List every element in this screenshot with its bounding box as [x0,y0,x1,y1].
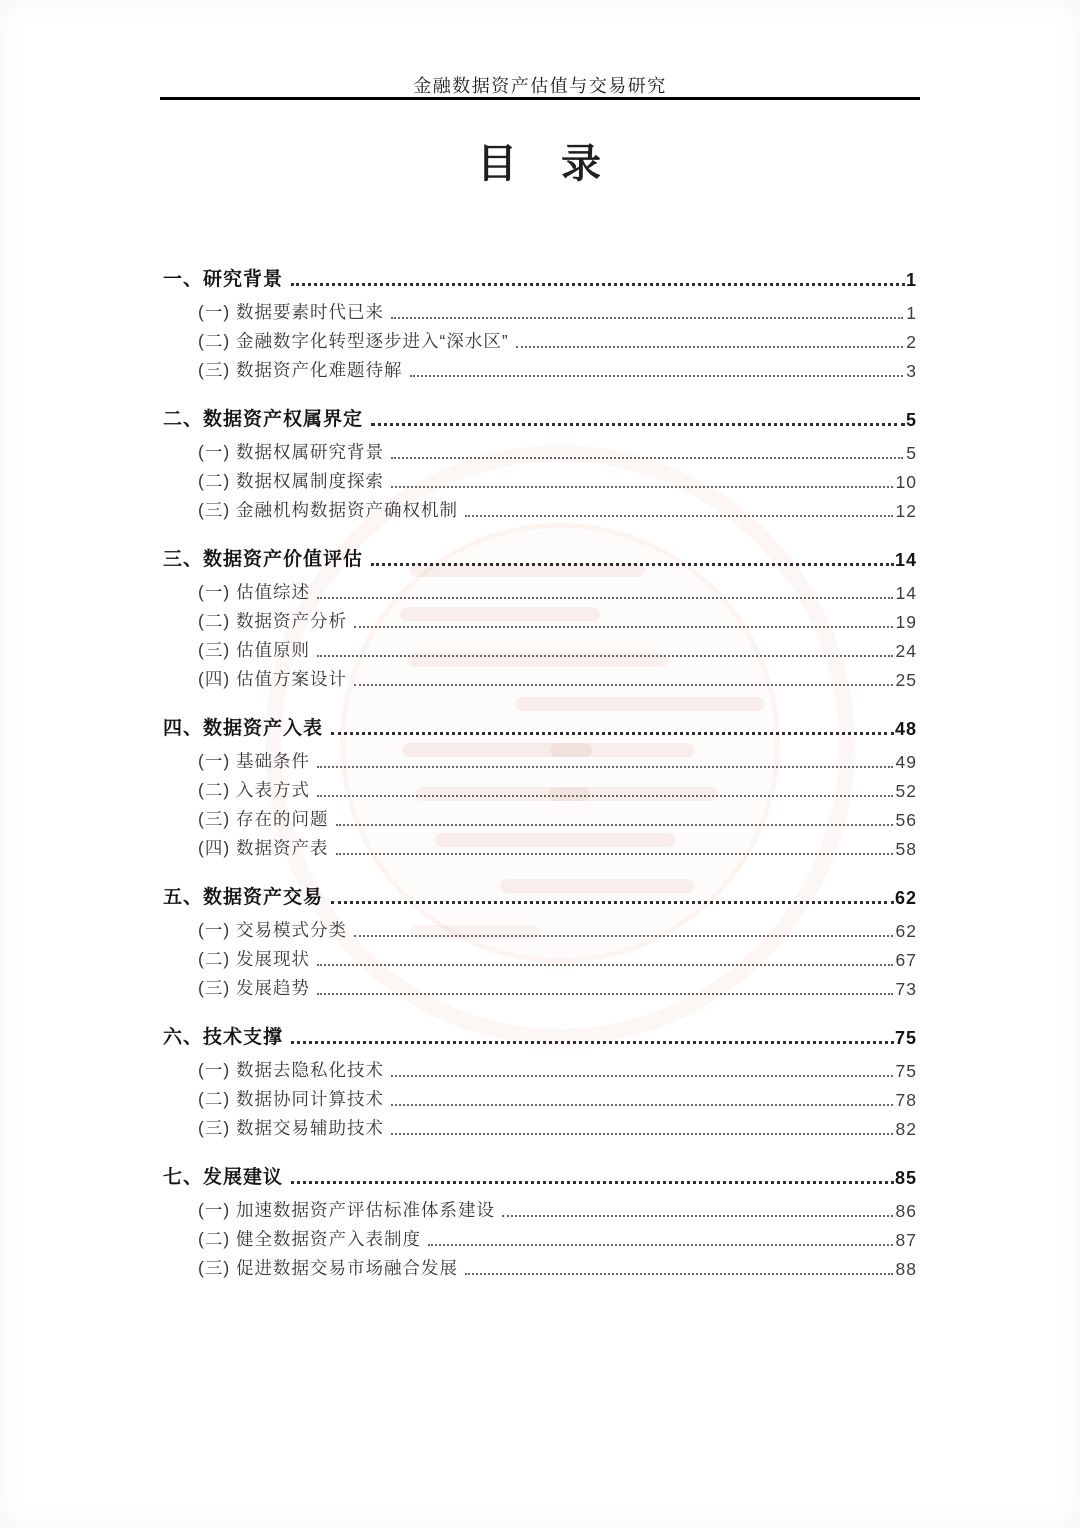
toc-entry-page: 56 [895,810,917,830]
dot-leader [391,317,903,319]
toc-item-row [163,744,917,773]
toc-entry-page: 85 [894,1168,917,1188]
toc-section-row [163,537,917,571]
toc-entry-label: (三) 数据交易辅助技术 [198,1118,385,1138]
dot-leader [336,853,893,855]
running-header: 金融数据资产估值与交易研究 [413,76,667,96]
toc-entry-label: 一、研究背景 [163,269,284,290]
dot-leader [331,732,894,735]
toc-item-row [163,831,917,860]
dot-leader [317,993,893,995]
toc-entry-page: 67 [895,950,917,970]
dot-leader [502,1215,893,1217]
dot-leader [391,1075,893,1077]
toc-item-row [163,435,917,464]
toc-item-row [163,633,917,662]
toc-entry-label: (三) 数据资产化难题待解 [198,360,403,380]
dot-leader [291,283,905,286]
toc-entry-label: 五、数据资产交易 [163,887,324,908]
toc-entry-label: 六、技术支撑 [163,1027,284,1048]
toc-entry-label: (一) 数据去隐私化技术 [198,1060,385,1080]
toc-entry-label: (二) 数据资产分析 [198,611,348,631]
toc-entry-page: 3 [906,361,917,381]
dot-leader [336,824,893,826]
toc-section [163,875,917,1000]
toc-item-row [163,942,917,971]
toc-entry-label: (三) 发展趋势 [198,978,311,998]
toc-entry-label: (一) 数据要素时代已来 [198,302,385,322]
dot-leader [391,486,893,488]
dot-leader [291,1181,894,1184]
toc-entry-page: 62 [895,921,917,941]
dot-leader [371,423,905,426]
dot-leader [317,766,893,768]
toc-section-row [163,1155,917,1189]
toc-entry-page: 2 [906,332,917,352]
toc-item-row [163,802,917,831]
toc-entry-page: 10 [895,472,917,492]
toc-item-row [163,1111,917,1140]
toc-entry-page: 87 [895,1230,917,1250]
dot-leader [317,655,893,657]
dot-leader [428,1244,893,1246]
toc-entry-label: (二) 金融数字化转型逐步进入“深水区” [198,331,509,351]
toc-entry-page: 24 [895,641,917,661]
dot-leader [391,457,903,459]
toc-item-row [163,1251,917,1280]
dot-leader [371,563,894,566]
toc-entry-page: 12 [895,501,917,521]
dot-leader [291,1041,894,1044]
toc-item-row [163,295,917,324]
toc-entry-page: 14 [895,583,917,603]
toc-section-row [163,397,917,431]
toc-entry-label: (一) 基础条件 [198,751,311,771]
toc-entry-label: (一) 估值综述 [198,582,311,602]
dot-leader [354,626,893,628]
toc-section [163,397,917,522]
dot-leader [391,1104,893,1106]
toc-section [163,1015,917,1140]
toc-item-row [163,604,917,633]
page-title: 目 录 [477,142,603,186]
toc-item-row [163,353,917,382]
toc-entry-page: 58 [895,839,917,859]
dot-leader [331,901,894,904]
toc-entry-label: (一) 加速数据资产评估标准体系建设 [198,1200,496,1220]
toc-entry-page: 75 [895,1061,917,1081]
dot-leader [465,1273,893,1275]
toc-item-row [163,971,917,1000]
toc-list [163,243,917,1295]
dot-leader [410,375,904,377]
toc-item-row [163,913,917,942]
toc-section-row [163,1015,917,1049]
toc-entry-page: 82 [895,1119,917,1139]
toc-entry-page: 75 [894,1028,917,1048]
toc-entry-page: 14 [894,550,917,570]
toc-entry-label: (四) 数据资产表 [198,838,329,858]
dot-leader [317,964,893,966]
toc-entry-label: (三) 存在的问题 [198,809,329,829]
toc-section [163,1155,917,1280]
toc-entry-label: (四) 估值方案设计 [198,669,348,689]
dot-leader [516,346,904,348]
toc-entry-label: (二) 数据协同计算技术 [198,1089,385,1109]
toc-section [163,537,917,691]
dot-leader [317,597,893,599]
toc-entry-label: (二) 数据权属制度探索 [198,471,385,491]
toc-item-row [163,493,917,522]
toc-item-row [163,773,917,802]
toc-entry-label: (二) 发展现状 [198,949,311,969]
dot-leader [317,795,893,797]
toc-entry-page: 86 [895,1201,917,1221]
toc-entry-page: 88 [895,1259,917,1279]
toc-entry-page: 1 [906,303,917,323]
toc-entry-page: 78 [895,1090,917,1110]
toc-entry-label: 七、发展建议 [163,1167,284,1188]
dot-leader [354,684,893,686]
toc-entry-page: 48 [894,719,917,739]
toc-item-row [163,575,917,604]
toc-entry-label: (三) 金融机构数据资产确权机制 [198,500,459,520]
toc-item-row [163,1082,917,1111]
toc-entry-page: 62 [894,888,917,908]
toc-entry-page: 73 [895,979,917,999]
toc-section [163,706,917,860]
toc-entry-page: 5 [905,410,917,430]
toc-entry-label: (二) 入表方式 [198,780,311,800]
toc-item-row [163,324,917,353]
dot-leader [465,515,893,517]
toc-item-row [163,1193,917,1222]
toc-entry-label: (三) 估值原则 [198,640,311,660]
dot-leader [391,1133,893,1135]
toc-entry-label: (三) 促进数据交易市场融合发展 [198,1258,459,1278]
toc-entry-page: 5 [906,443,917,463]
toc-item-row [163,662,917,691]
toc-entry-label: 四、数据资产入表 [163,718,324,739]
toc-entry-label: (一) 交易模式分类 [198,920,348,940]
toc-entry-page: 49 [895,752,917,772]
toc-section-row [163,875,917,909]
toc-entry-label: (一) 数据权属研究背景 [198,442,385,462]
toc-item-row [163,1222,917,1251]
toc-section [163,257,917,382]
toc-entry-label: (二) 健全数据资产入表制度 [198,1229,422,1249]
toc-section-row [163,706,917,740]
toc-item-row [163,464,917,493]
toc-entry-page: 52 [895,781,917,801]
toc-item-row [163,1053,917,1082]
dot-leader [354,935,893,937]
toc-entry-label: 二、数据资产权属界定 [163,409,364,430]
toc-entry-page: 19 [895,612,917,632]
toc-section-row [163,257,917,291]
toc-entry-page: 1 [905,270,917,290]
header-rule [160,97,920,100]
toc-entry-page: 25 [895,670,917,690]
toc-entry-label: 三、数据资产价值评估 [163,549,364,570]
